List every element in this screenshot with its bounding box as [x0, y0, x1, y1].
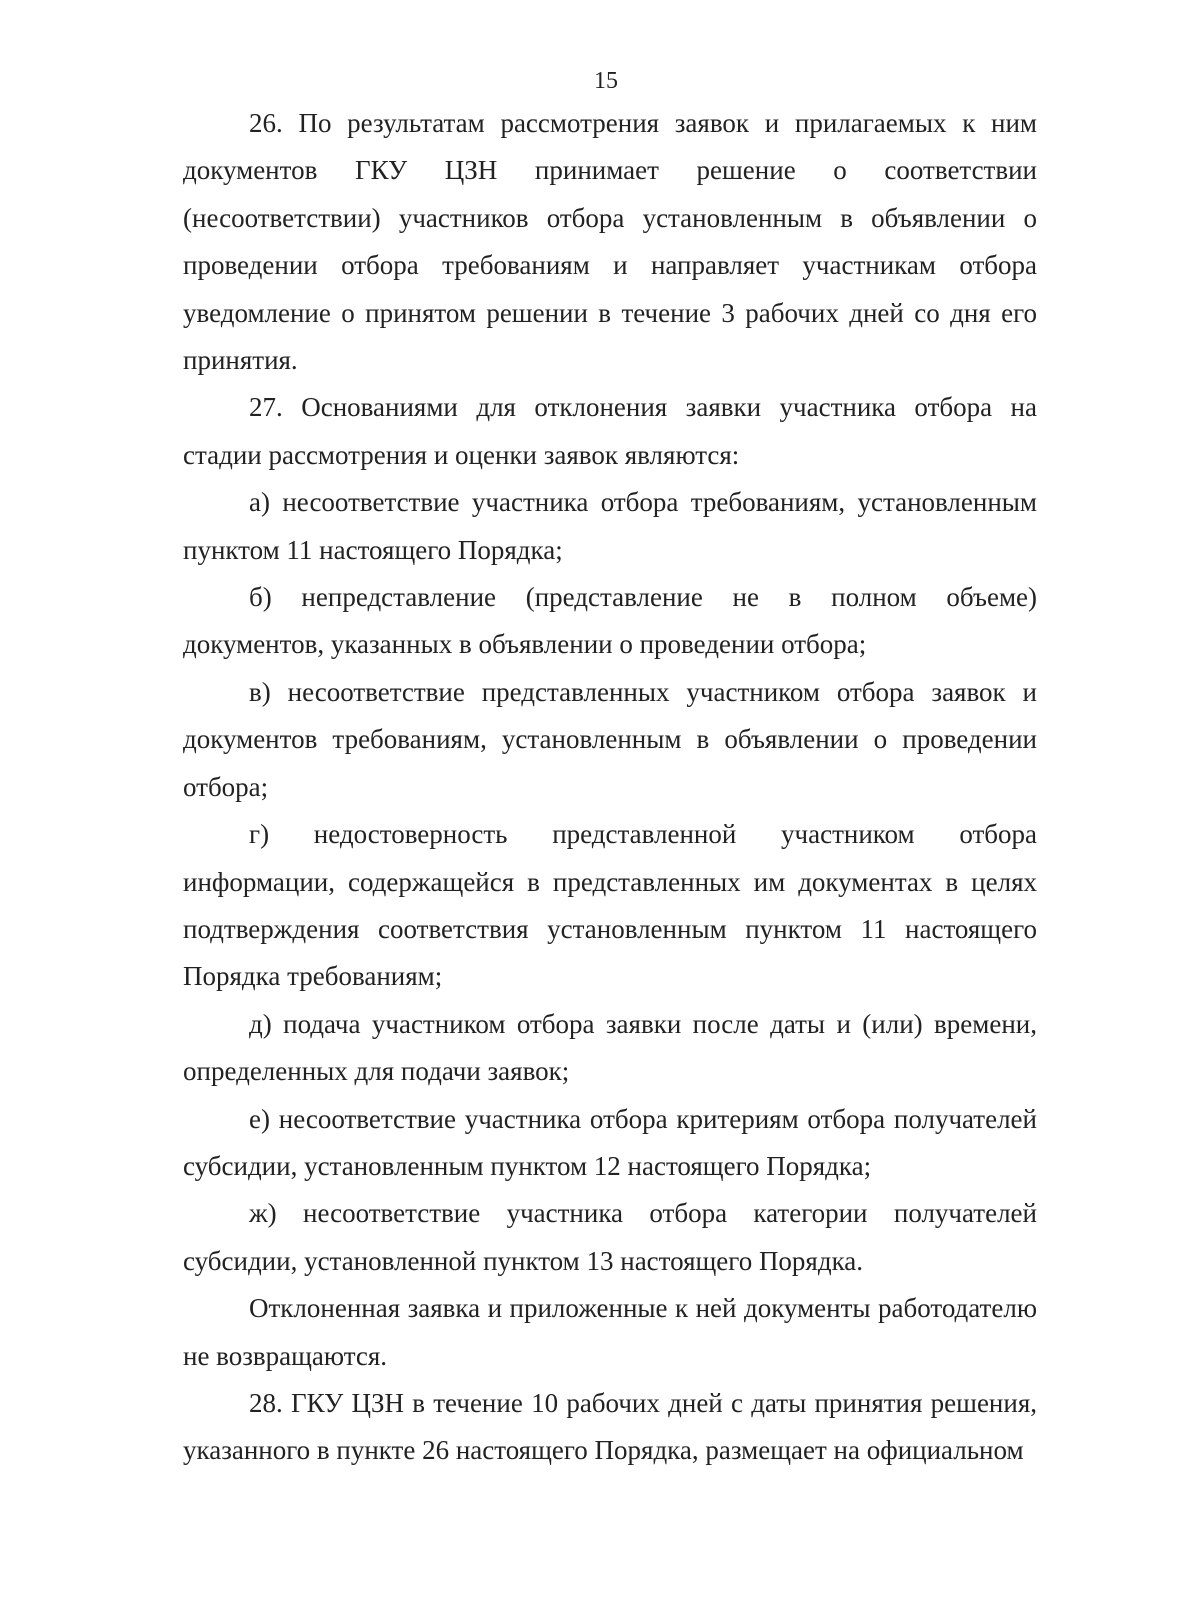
paragraph-rejected-note: Отклоненная заявка и приложенные к ней документы работодателю не возвращаются.: [183, 1293, 1037, 1371]
paragraph-27-d: д) подача участником отбора заявки после даты и (или) времени, определенных для подачи заявок;: [183, 1008, 1037, 1087]
paragraph-27-zh: ж) несоответствие участника отбора категории получателей субсидии, установленной пунктом 13 настоящего Порядка.: [183, 1198, 1037, 1276]
paragraph-27-g: г) недостоверность представленной участником отбора информации, содержащейся в представленных им документах в целях подтверждения соответствия установленным пунктом 11 настоящего Порядка требованиям;: [183, 819, 1037, 992]
paragraph-27-v: в) несоответствие представленных участником отбора заявок и документов требованиям, установленным в объявлении о проведении отбора;: [183, 676, 1037, 802]
page-number: 15: [594, 68, 618, 94]
document-body: [183, 100, 1037, 1475]
paragraph-27-e: е) несоответствие участника отбора критериям отбора получателей субсидии, установленным пунктом 12 настоящего Порядка;: [183, 1103, 1037, 1181]
paragraph-27: 27. Основаниями для отклонения заявки участника отбора на стадии рассмотрения и оценки заявок являются:: [183, 392, 1037, 470]
paragraph-27-b: б) непредставление (представление не в полном объеме) документов, указанных в объявлении о проведении отбора;: [183, 582, 1037, 660]
paragraph-26: 26. По результатам рассмотрения заявок и прилагаемых к ним документов ГКУ ЦЗН принимает решение о соответствии (несоответствии) участников отбора установленным в объявлении о проведении отбора требованиям и направляет участникам отбора уведомление о принятом решении в течение 3 рабочих дней со дня его принятия.: [183, 108, 1037, 376]
paragraph-27-a: а) несоответствие участника отбора требованиям, установленным пунктом 11 настоящего Порядка;: [183, 487, 1037, 565]
paragraph-28: 28. ГКУ ЦЗН в течение 10 рабочих дней с даты принятия решения, указанного в пункте 26 настоящего Порядка, размещает на официальном: [183, 1387, 1037, 1466]
